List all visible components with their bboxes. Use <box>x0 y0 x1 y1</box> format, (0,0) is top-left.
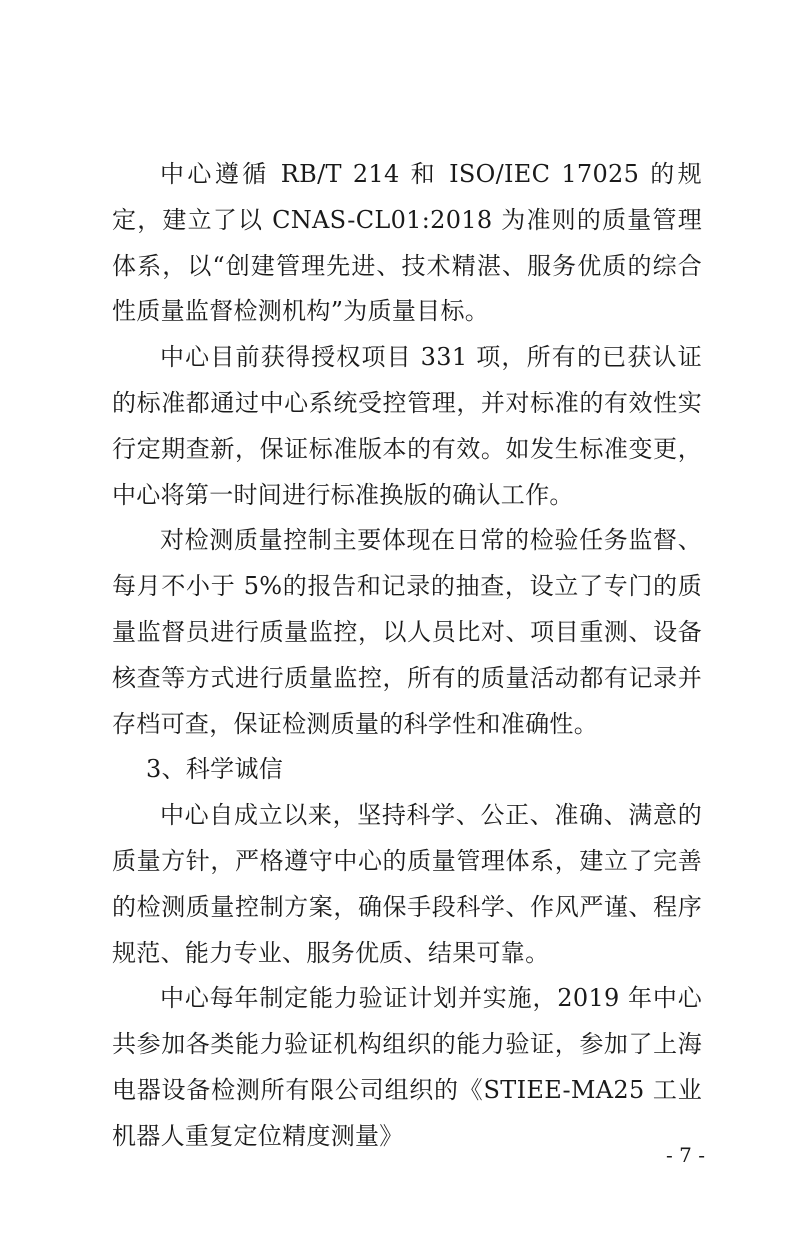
paragraph-quality-control: 对检测质量控制主要体现在日常的检验任务监督、每月不小于 5%的报告和记录的抽查，设立了专门的质量监督员进行质量监控，以人员比对、项目重测、设备核查等方式进行质量监控，所有的质量活动都有记录并存档可查，保证检测质量的科学性和准确性。 <box>112 526 702 738</box>
page-number: - 7 - <box>666 1143 705 1167</box>
paragraph-quality-policy: 中心自成立以来，坚持科学、公正、准确、满意的质量方针，严格遵守中心的质量管理体系，建立了完善的检测质量控制方案，确保手段科学、作风严谨、程序规范、能力专业、服务优质、结果可靠。 <box>112 801 702 967</box>
paragraph-quality-system: 中心遵循 RB/T 214 和 ISO/IEC 17025 的规定，建立了以 CNAS-CL01:2018 为准则的质量管理体系，以“创建管理先进、技术精湛、服务优质的综合性质量监督检测机构”为质量目标。 <box>112 160 702 326</box>
section-heading-scientific-integrity: 3、科学诚信 <box>146 755 284 784</box>
document-body <box>112 152 702 1160</box>
paragraph-proficiency-testing: 中心每年制定能力验证计划并实施，2019 年中心共参加各类能力验证机构组织的能力验证，参加了上海电器设备检测所有限公司组织的《STIEE-MA25 工业机器人重复定位精度测量》 <box>112 984 702 1150</box>
paragraph-authorized-items: 中心目前获得授权项目 331 项，所有的已获认证的标准都通过中心系统受控管理，并对标准的有效性实行定期查新，保证标准版本的有效。如发生标准变更，中心将第一时间进行标准换版的确认工作。 <box>112 343 702 509</box>
